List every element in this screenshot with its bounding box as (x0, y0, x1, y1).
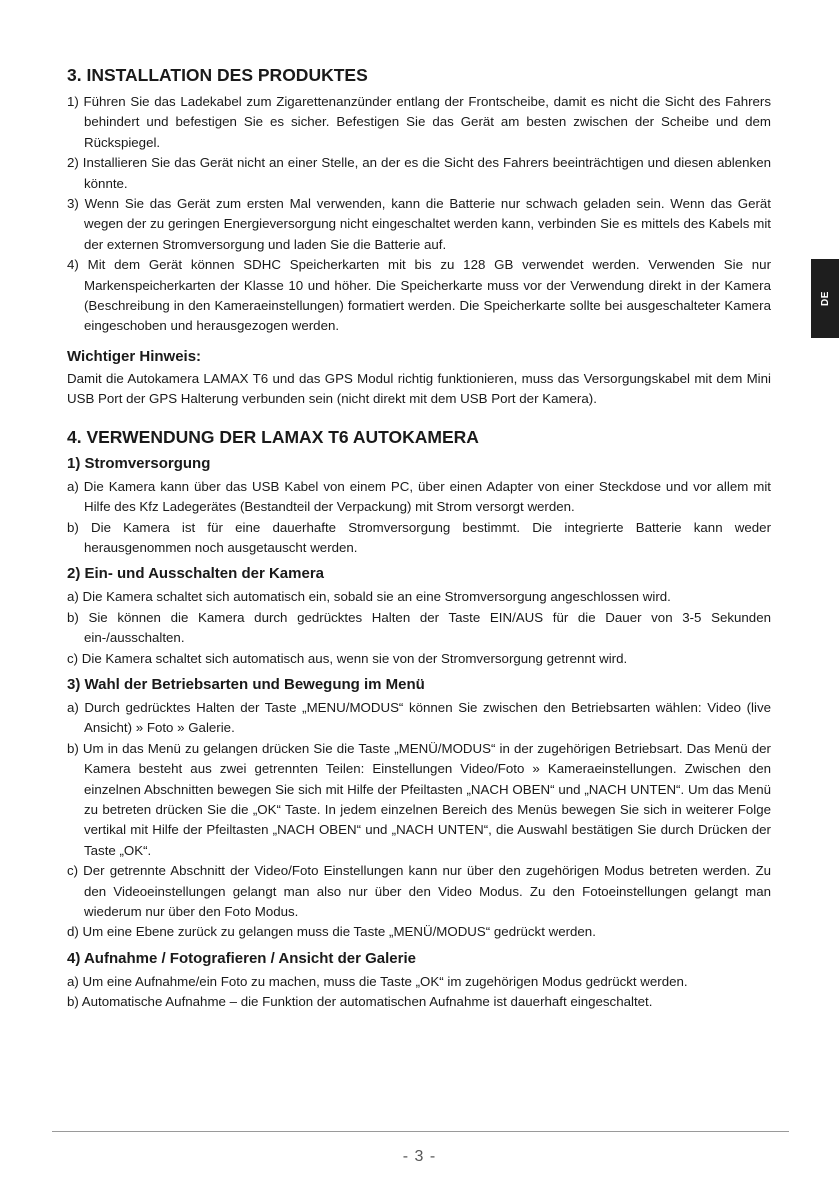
subsection-recording (67, 949, 771, 1013)
recording-list (67, 972, 771, 1013)
subsection-power (67, 454, 771, 559)
note-title: Wichtiger Hinweis: (67, 347, 202, 365)
footer-divider (52, 1131, 789, 1132)
modes-menu-list (67, 698, 771, 943)
section-usage (67, 426, 771, 1013)
list-item: a) Die Kamera kann über das USB Kabel von einem PC, über einen Adapter von einer Steckdose und vor allem mit Hilfe des Kfz Ladegerätes (Bestandteil der Verpackung) mit Strom versorgt werden. (67, 478, 771, 515)
on-off-list (67, 587, 771, 669)
subsection-title-modes-menu: 3) Wahl der Betriebsarten und Bewegung im Menü (67, 675, 425, 693)
note-text: Damit die Autokamera LAMAX T6 und das GPS Modul richtig funktionieren, muss das Versorgungskabel mit dem Mini USB Port der GPS Halterung verbunden sein (nicht direkt mit dem USB Port der Kamera). (67, 370, 771, 407)
subsection-modes-menu (67, 675, 771, 943)
list-item: 4) Mit dem Gerät können SDHC Speicherkarten mit bis zu 128 GB verwendet werden. Verwenden Sie nur Markenspeicherkarten der Klasse 10 und höher. Die Speicherkarte muss vor der Verwendung direkt in der Kamera (Beschreibung in den Kameraeinstellungen) formatiert werden. Die Speicherkarte sollte bei ausgeschalteter Kamera eingeschoben und herausgezogen werden. (67, 257, 771, 334)
list-item: b) Sie können die Kamera durch gedrücktes Halten der Taste EIN/AUS für die Dauer von 3-5 Sekunden ein-/ausschalten. (67, 609, 771, 646)
power-list (67, 477, 771, 559)
language-tab (811, 259, 839, 338)
page-number: - 3 - (402, 1148, 437, 1165)
list-item: 2) Installieren Sie das Gerät nicht an einer Stelle, an der es die Sicht des Fahrers beeinträchtigen und diesen ablenken könnte. (67, 155, 771, 191)
installation-list (67, 92, 771, 337)
language-tab-label: DE (819, 291, 831, 306)
list-item: c) Der getrennte Abschnitt der Video/Foto Einstellungen kann nur über den zugehörigen Modus betreten werden. Zu den Videoeinstellungen gelangt man also nur über den Video Modus. Zu den Fotoeinstellungen gelangt man wiederum nur über den Foto Modus. (67, 863, 771, 919)
section-title-installation: 3. INSTALLATION DES PRODUKTES (67, 65, 368, 85)
subsection-on-off (67, 564, 771, 669)
list-item: 1) Führen Sie das Ladekabel zum Zigarettenanzünder entlang der Frontscheibe, damit es nicht die Sicht des Fahrers behindert und befestigen Sie es sicher. Befestigen Sie das Gerät am besten zwischen der Scheibe und dem Rückspiegel. (67, 94, 771, 150)
list-item: b) Um in das Menü zu gelangen drücken Sie die Taste „MENÜ/MODUS“ in der zugehörigen Betriebsart. Das Menü der Kamera besteht aus zwei getrennten Teilen: Einstellungen Video/Foto » Kameraeinstellungen. Zwischen den einzelnen Abschnitten bewegen Sie sich mit Hilfe der Pfeiltasten „NACH OBEN“ und „NACH UNTEN“. Um das Menü zu betreten drücken Sie die „OK“ Taste. In jedem einzelnen Bereich des Menüs bewegen Sie sich in weiterer Folge vertikal mit Hilfe der Pfeiltasten „NACH OBEN“ und „NACH UNTEN“, die Auswahl bestätigen Sie durch Drücken der Taste „OK“. (67, 740, 771, 858)
section-installation (67, 64, 771, 410)
list-item: b) Die Kamera ist für eine dauerhafte Stromversorgung bestimmt. Die integrierte Batterie kann weder herausgenommen noch ausgetauscht werden. (67, 519, 771, 555)
list-item: 3) Wenn Sie das Gerät zum ersten Mal verwenden, kann die Batterie nur schwach geladen sein. Wenn das Gerät wegen der zu geringen Energieversorgung nicht eingeschaltet werden kann, verbinden Sie es mittels des Kabels mit der externen Stromversorgung und laden Sie die Batterie auf. (67, 196, 771, 252)
subsection-title-power: 1) Stromversorgung (67, 454, 211, 472)
page-content (67, 64, 771, 1013)
list-item: a) Durch gedrücktes Halten der Taste „MENU/MODUS“ können Sie zwischen den Betriebsarten wählen: Video (live Ansicht) » Foto » Galerie. (67, 699, 771, 736)
list-item: c) Die Kamera schaltet sich automatisch aus, wenn sie von der Stromversorgung getrennt wird. (67, 650, 628, 666)
section-title-usage: 4. VERWENDUNG DER LAMAX T6 AUTOKAMERA (67, 426, 479, 447)
list-item: a) Die Kamera schaltet sich automatisch ein, sobald sie an eine Stromversorgung angeschlossen wird. (67, 589, 671, 605)
subsection-title-on-off: 2) Ein- und Ausschalten der Kamera (67, 565, 325, 583)
list-item: a) Um eine Aufnahme/ein Foto zu machen, muss die Taste „OK“ im zugehörigen Modus gedrückt werden. (67, 973, 688, 989)
list-item: d) Um eine Ebene zurück zu gelangen muss die Taste „MENÜ/MODUS“ gedrückt werden. (67, 924, 596, 940)
subsection-title-recording: 4) Aufnahme / Fotografieren / Ansicht der Galerie (67, 949, 416, 967)
list-item: b) Automatische Aufnahme – die Funktion der automatischen Aufnahme ist dauerhaft eingeschaltet. (67, 994, 653, 1010)
